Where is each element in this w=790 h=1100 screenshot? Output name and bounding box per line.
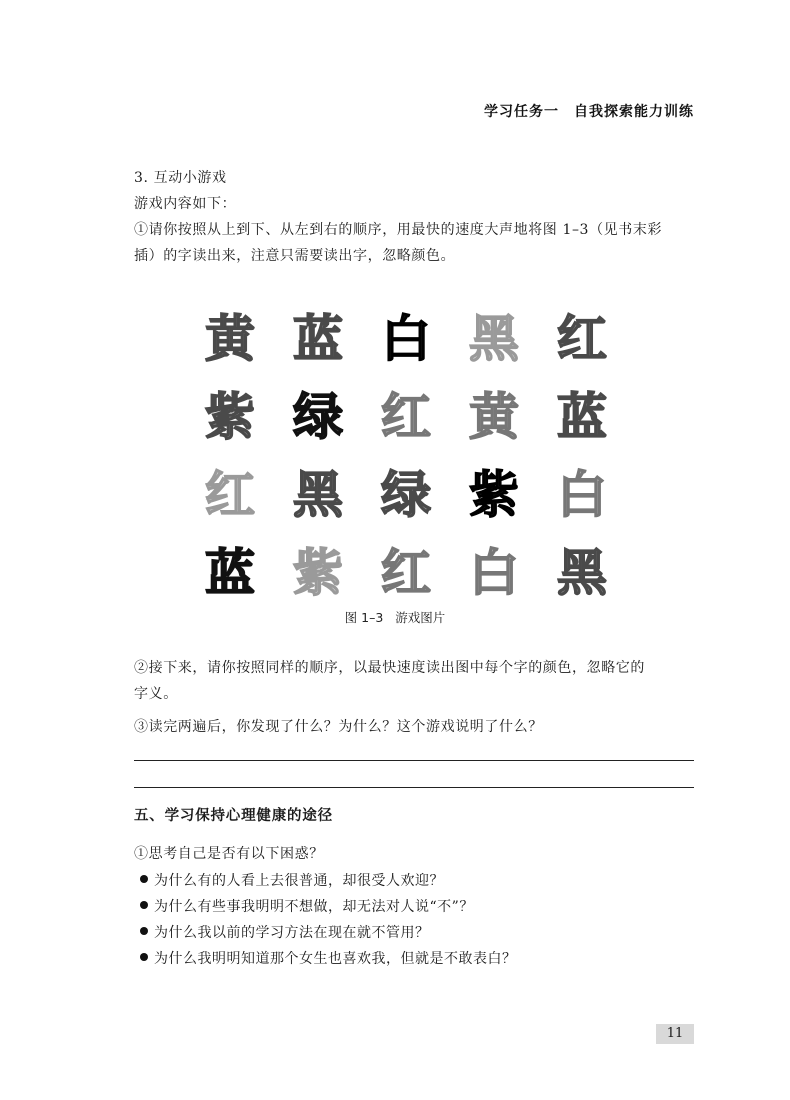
step1-line2: 插）的字读出来，注意只需要读出字，忽略颜色。 bbox=[134, 248, 456, 264]
stroop-char: 蓝 bbox=[557, 388, 607, 446]
list-item: 为什么我以前的学习方法在现在就不管用？ bbox=[140, 920, 700, 946]
stroop-char: 紫 bbox=[469, 466, 519, 524]
figure-caption bbox=[0, 608, 790, 626]
running-header: 学习任务一 自我探索能力训练 bbox=[484, 104, 694, 120]
bullet-icon bbox=[140, 953, 148, 961]
list-item: 为什么我明明知道那个女生也喜欢我，但就是不敢表白？ bbox=[140, 946, 700, 972]
stroop-char: 紫 bbox=[205, 388, 255, 446]
section-five-heading: 五、学习保持心理健康的途径 bbox=[134, 808, 333, 824]
list-item: 为什么有的人看上去很普通，却很受人欢迎？ bbox=[140, 868, 700, 894]
stroop-char: 红 bbox=[381, 388, 431, 446]
stroop-char: 绿 bbox=[293, 388, 343, 446]
step2-line1: ②接下来，请你按照同样的顺序，以最快速度读出图中每个字的颜色，忽略它的 bbox=[134, 660, 645, 676]
stroop-char: 黑 bbox=[293, 466, 343, 524]
stroop-char: 绿 bbox=[381, 466, 431, 524]
bullet-icon bbox=[140, 927, 148, 935]
list-item: 为什么有些事我明明不想做，却无法对人说“不”？ bbox=[140, 894, 700, 920]
stroop-char: 蓝 bbox=[205, 544, 255, 602]
page-number: 11 bbox=[656, 1024, 694, 1044]
caption-text: 游戏图片 bbox=[395, 610, 446, 625]
stroop-char: 白 bbox=[381, 310, 431, 368]
step1-line1: ①请你按照从上到下、从左到右的顺序，用最快的速度大声地将图 1–3（见书末彩 bbox=[134, 222, 663, 238]
section-title-interactive-game: 3. 互动小游戏 bbox=[134, 170, 227, 186]
stroop-char: 紫 bbox=[293, 544, 343, 602]
step2-line2: 字义。 bbox=[134, 686, 178, 702]
game-intro: 游戏内容如下： bbox=[134, 196, 237, 212]
confusion-list bbox=[140, 868, 700, 972]
answer-line bbox=[134, 787, 694, 788]
bullet-icon bbox=[140, 901, 148, 909]
section-five-prompt: ①思考自己是否有以下困惑？ bbox=[134, 846, 324, 862]
stroop-char: 白 bbox=[557, 466, 607, 524]
stroop-char: 黑 bbox=[557, 544, 607, 602]
stroop-char: 黑 bbox=[469, 310, 519, 368]
stroop-char: 蓝 bbox=[293, 310, 343, 368]
caption-number: 图 1–3 bbox=[344, 610, 384, 625]
stroop-char: 红 bbox=[557, 310, 607, 368]
stroop-char: 黄 bbox=[205, 310, 255, 368]
stroop-char: 红 bbox=[205, 466, 255, 524]
stroop-char: 白 bbox=[469, 544, 519, 602]
stroop-char: 红 bbox=[381, 544, 431, 602]
stroop-char: 黄 bbox=[469, 388, 519, 446]
stroop-figure bbox=[186, 302, 626, 602]
bullet-icon bbox=[140, 875, 148, 883]
answer-line bbox=[134, 760, 694, 761]
step3-question: ③读完两遍后，你发现了什么？为什么？这个游戏说明了什么？ bbox=[134, 719, 543, 735]
